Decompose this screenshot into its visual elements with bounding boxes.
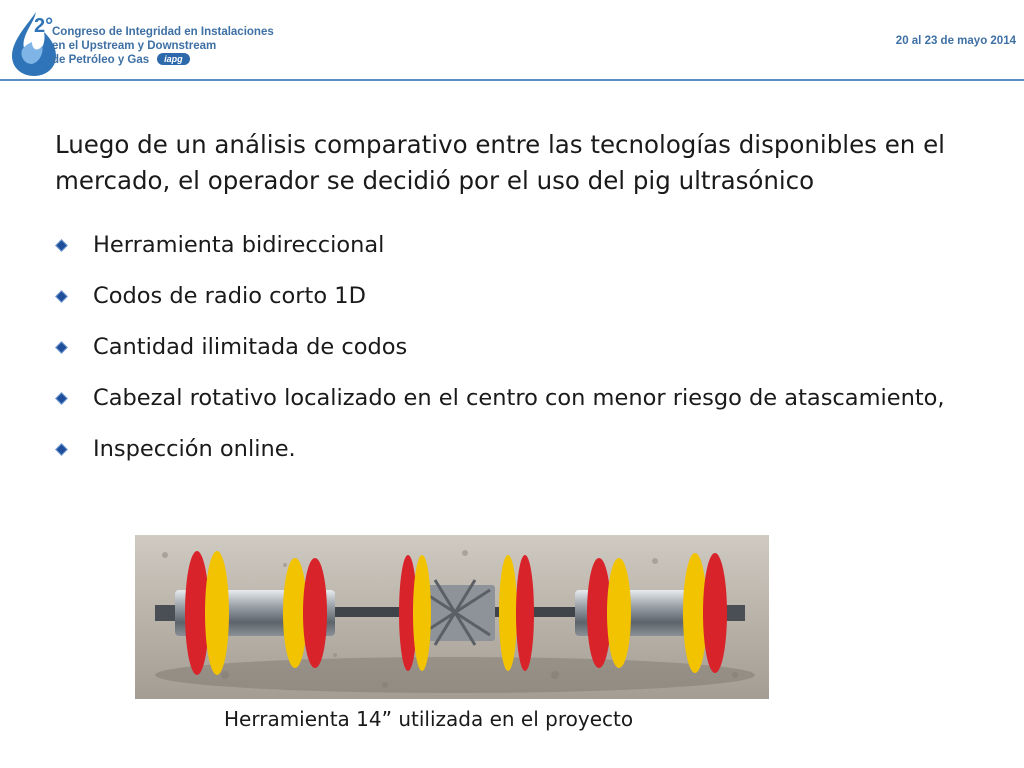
logo-number: 2° xyxy=(34,15,54,37)
header-divider xyxy=(0,79,1024,81)
photo-caption: Herramienta 14” utilizada en el proyecto xyxy=(224,707,634,731)
congress-line-1: Congreso de Integridad en Instalaciones xyxy=(52,26,274,38)
congress-line-2: en el Upstream y Downstream xyxy=(52,40,217,52)
list-item xyxy=(55,322,950,373)
list-item-text: Cantidad ilimitada de codos xyxy=(93,334,408,360)
congress-line-3-wrap xyxy=(52,53,274,67)
ultrasonic-pig-photo xyxy=(135,535,769,699)
feature-list xyxy=(55,220,950,475)
diamond-bullet-icon xyxy=(55,239,68,252)
congress-title xyxy=(52,25,274,67)
diamond-bullet-icon xyxy=(55,341,68,354)
diamond-bullet-icon xyxy=(55,290,68,303)
list-item-text: Codos de radio corto 1D xyxy=(93,283,366,309)
congress-line-3: de Petróleo y Gas xyxy=(52,54,150,66)
list-item-text: Inspección online. xyxy=(93,436,296,462)
event-date: 20 al 23 de mayo 2014 xyxy=(895,35,1016,47)
list-item xyxy=(55,220,950,271)
slide-header xyxy=(0,0,1024,80)
list-item xyxy=(55,271,950,322)
intro-paragraph: Luego de un análisis comparativo entre las tecnologías disponibles en el mercado, el operador se decidió por el uso del pig ultrasónico xyxy=(55,130,945,195)
list-item-text: Cabezal rotativo localizado en el centro con menor riesgo de atascamiento, xyxy=(93,385,945,411)
list-item xyxy=(55,373,950,424)
diamond-bullet-icon xyxy=(55,443,68,456)
diamond-bullet-icon xyxy=(55,392,68,405)
iapg-badge: iapg xyxy=(157,53,190,65)
list-item xyxy=(55,424,950,475)
list-item-text: Herramienta bidireccional xyxy=(93,232,385,258)
